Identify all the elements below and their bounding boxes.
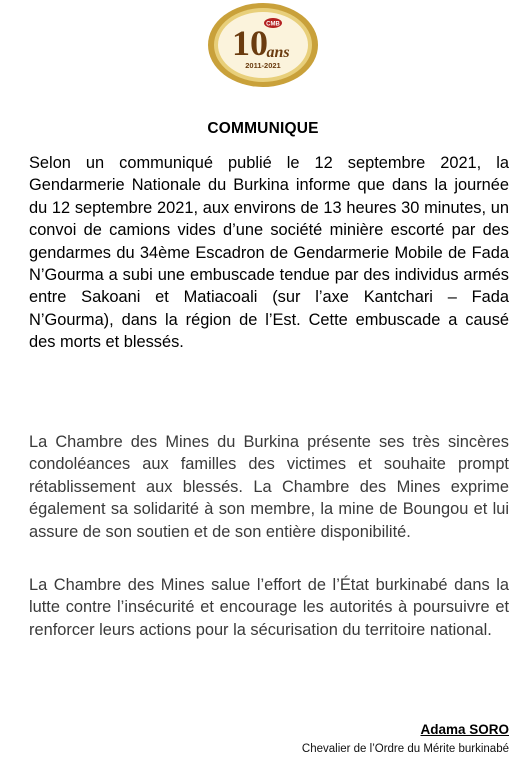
document-title: COMMUNIQUE — [207, 120, 319, 137]
logo-years: 2011-2021 — [245, 61, 281, 70]
signatory-title: Chevalier de l’Ordre du Mérite burkinabé — [301, 743, 509, 755]
logo-number: 10 — [232, 23, 268, 63]
paragraph-support: La Chambre des Mines salue l’effort de l’État burkinabé dans la lutte contre l’insécurité et encourage les autorités à poursuivre et renforcer leurs actions pour la sécurisation du territoire national. — [29, 576, 509, 639]
logo-word: ans — [266, 44, 290, 61]
paragraph-condolences: La Chambre des Mines du Burkina présente ses très sincères condoléances aux familles des victimes et souhaite prompt rétablissement aux blessés. La Chambre des Mines exprime également sa solidarité à son membre, la mine de Boungou et lui assure de son soutien et de son entière disponibilité. — [29, 433, 509, 541]
anniversary-emblem-icon — [206, 1, 320, 88]
logo-badge-text: CMB — [266, 21, 280, 28]
signatory-name: Adama SORO — [420, 722, 509, 737]
anniversary-logo — [206, 1, 320, 88]
paragraph-incident: Selon un communiqué publié le 12 septembre 2021, la Gendarmerie Nationale du Burkina informe que dans la journée du 12 septembre 2021, aux environs de 13 heures 30 minutes, un convoi de camions vides d’une société minière escorté par des gendarmes du 34ème Escadron de Gendarmerie Mobile de Fada N’Gourma a subi une embuscade tendue par des individus armés entre Sakoani et Matiacoali (sur l’axe Kantchari – Fada N’Gourma), dans la région de l’Est. Cette embuscade a causé des morts et blessés. — [29, 154, 509, 352]
